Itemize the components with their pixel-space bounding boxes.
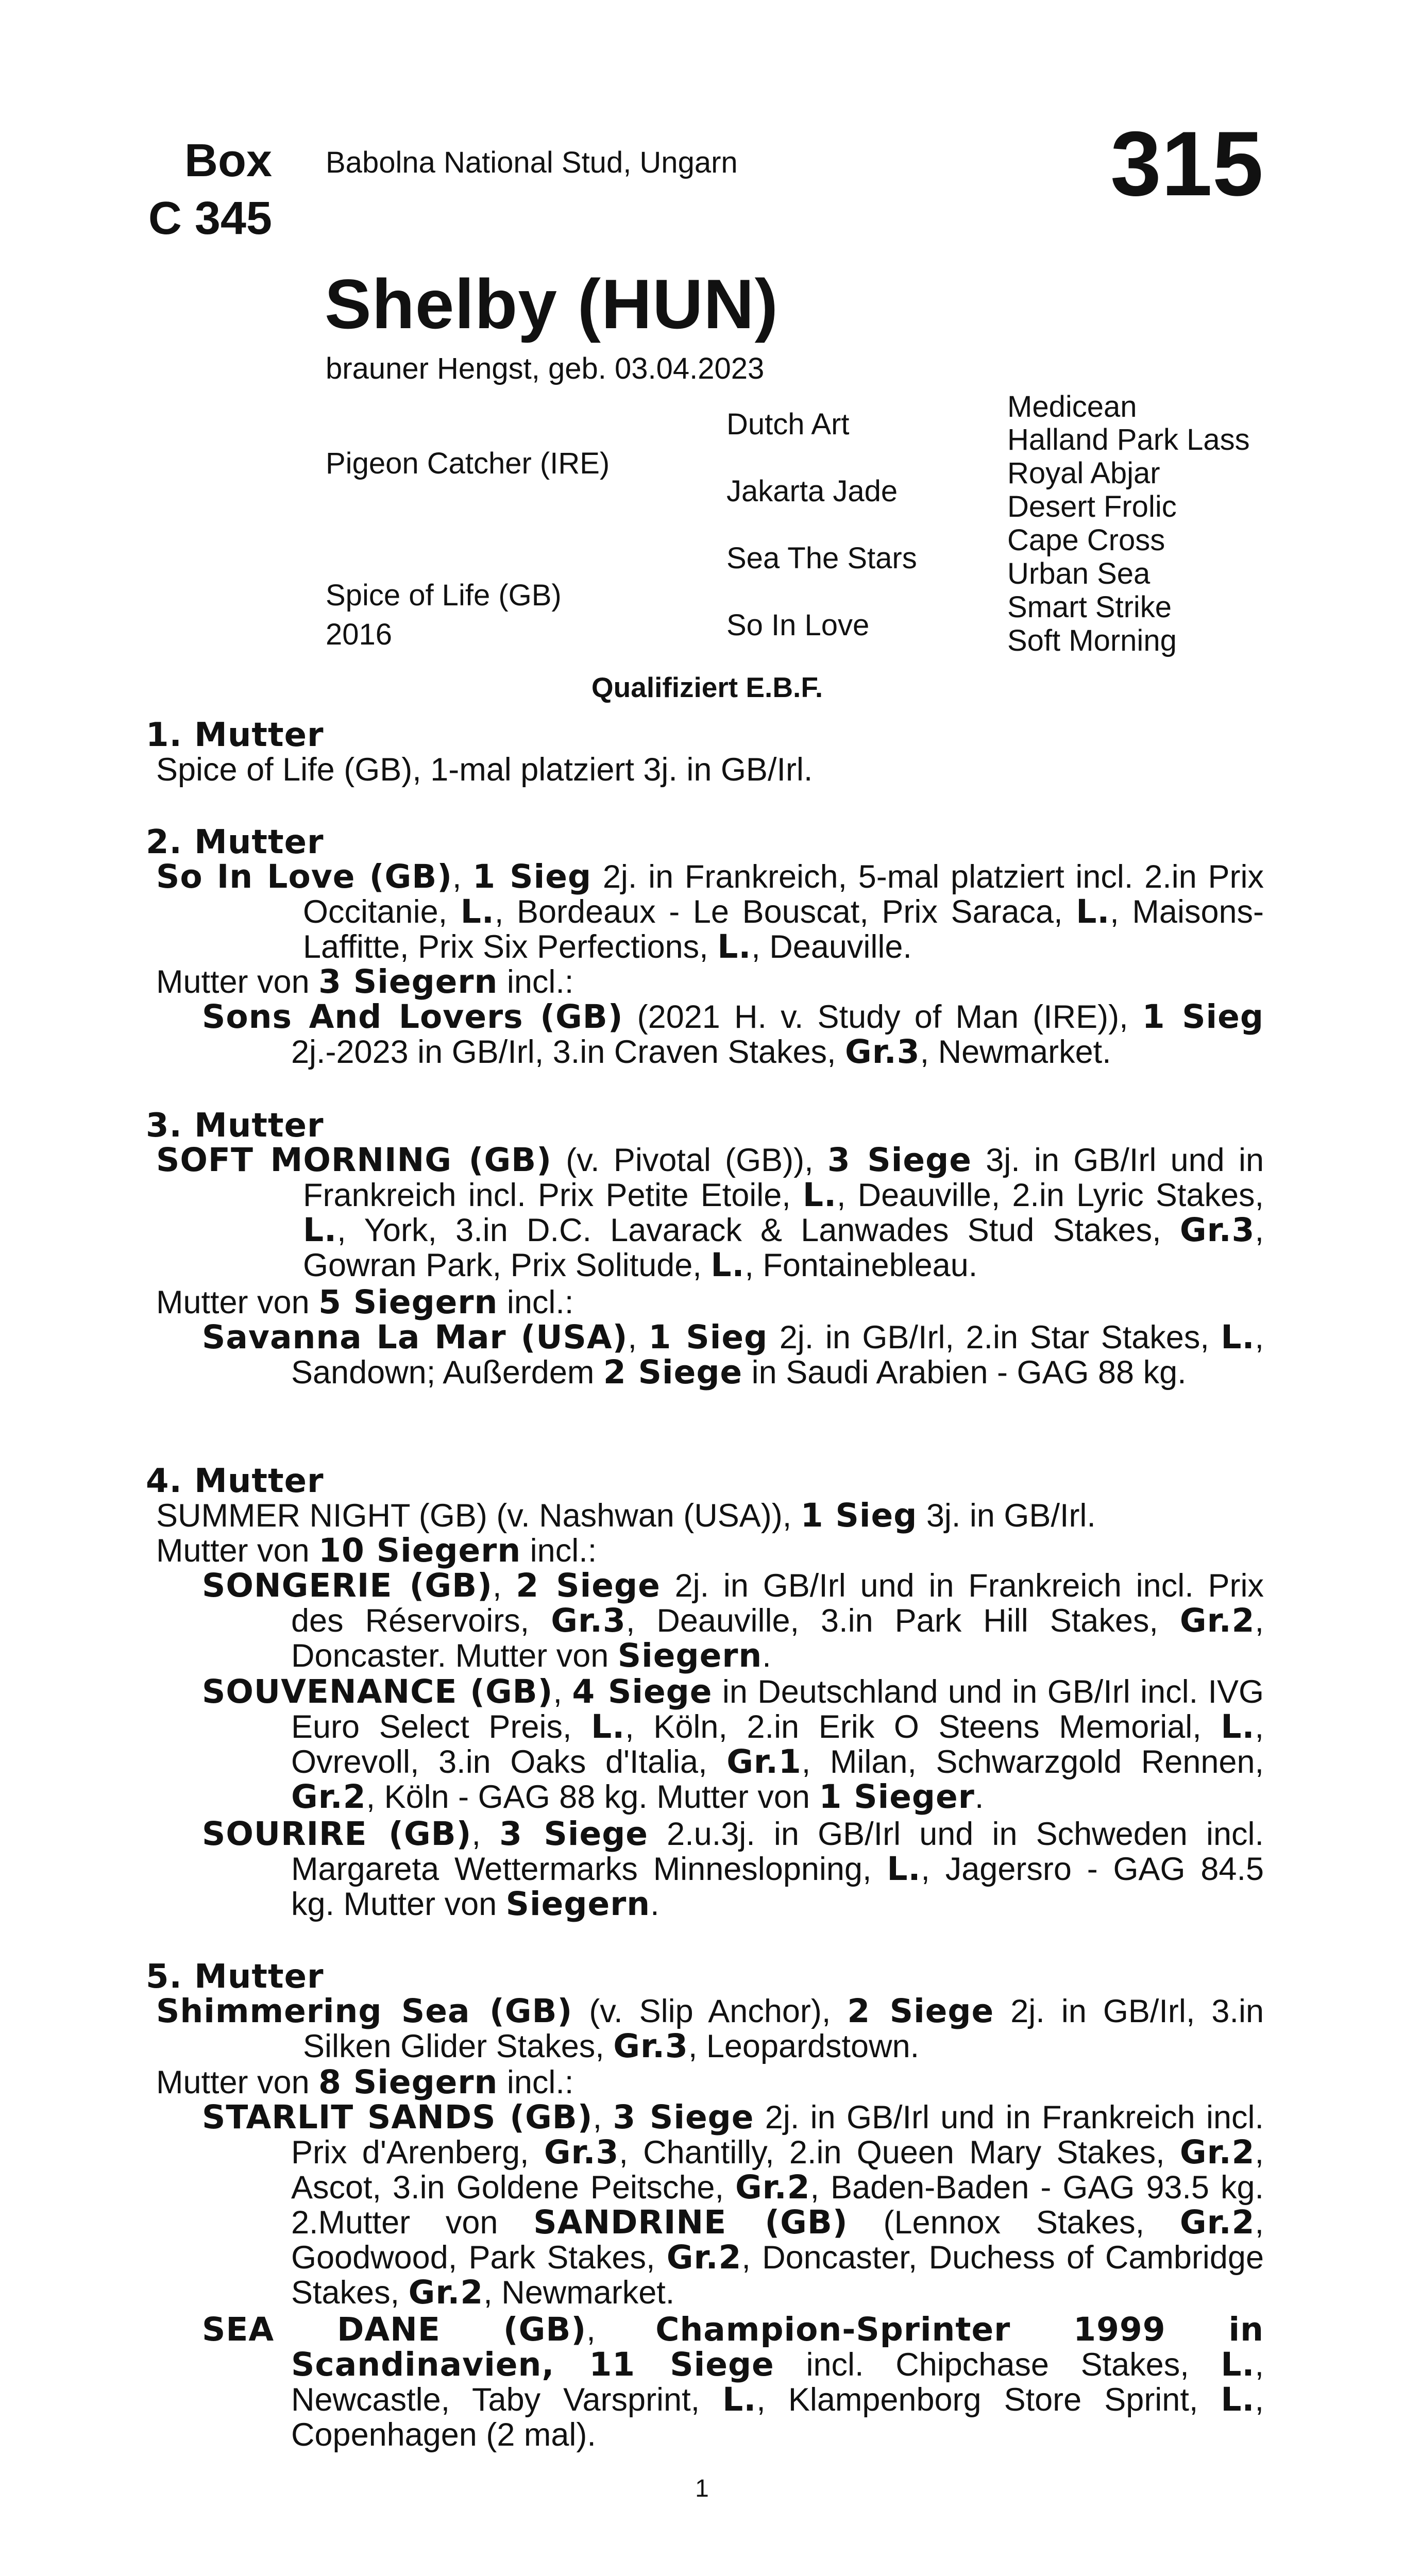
- m2-offspring: Sons And Lovers (GB) (2021 H. v. Study of Man (IRE)), 1 Sieg 2j.-2023 in GB/Irl, 3.in Craven Stakes, Gr.3, Newmarket.: [202, 998, 1264, 1071]
- m5-produce: Mutter von 8 Siegern incl.:: [156, 2063, 574, 2101]
- box-number: C 345: [148, 193, 272, 244]
- m4-offspring: SONGERIE (GB), 2 Siege 2j. in GB/Irl und in Frankreich incl. Prix des Réservoirs, Gr.3, Deauville, 3.in Park Hill Stakes, Gr.2, Doncaster. Mutter von Siegern.: [202, 1567, 1264, 1674]
- pedigree-grandparent: Sea The Stars: [726, 541, 917, 575]
- m4-produce: Mutter von 10 Siegern incl.:: [156, 1532, 597, 1569]
- horse-name: Shelby (HUN): [325, 265, 779, 343]
- section-heading-m1: 1. Mutter: [146, 716, 324, 754]
- section-heading-m2: 2. Mutter: [146, 823, 324, 861]
- m3-produce: Mutter von 5 Siegern incl.:: [156, 1283, 574, 1321]
- pedigree-sire: Pigeon Catcher (IRE): [326, 447, 610, 480]
- pedigree-great-grandparent: Urban Sea: [1007, 557, 1151, 590]
- win-count: 1 Sieg: [472, 858, 592, 895]
- pedigree-great-grandparent: Soft Morning: [1007, 624, 1177, 657]
- m4-offspring: SOURIRE (GB), 3 Siege 2.u.3j. in GB/Irl und in Schweden incl. Margareta Wettermarks Minneslopning, L., Jagersro - GAG 84.5 kg. Mutter von Siegern.: [202, 1815, 1264, 1923]
- m5-offspring: SEA DANE (GB), Champion-Sprinter 1999 in Scandinavien, 11 Siege incl. Chipchase Stakes, L., Newcastle, Taby Varsprint, L., Klampenborg Store Sprint, L., Copenhagen (2 mal).: [202, 2311, 1264, 2453]
- m4-line: SUMMER NIGHT (GB) (v. Nashwan (USA)), 1 Sieg 3j. in GB/Irl.: [156, 1497, 1096, 1534]
- box-label: Box: [184, 135, 272, 187]
- breeder: Babolna National Stud, Ungarn: [326, 146, 738, 179]
- m2-produce: Mutter von 3 Siegern incl.:: [156, 963, 574, 1001]
- section-heading-m4: 4. Mutter: [146, 1462, 324, 1500]
- m2-entry: So In Love (GB), 1 Sieg 2j. in Frankreich, 5-mal platziert incl. 2.in Prix Occitanie, L., Bordeaux - Le Bouscat, Prix Saraca, L., Maisons-Laffitte, Prix Six Perfections, L., Deauville.: [156, 858, 1264, 965]
- section-heading-m5: 5. Mutter: [146, 1958, 324, 1996]
- lot-number: 315: [1110, 112, 1263, 215]
- pedigree-great-grandparent: Desert Frolic: [1007, 490, 1177, 523]
- qualification: Qualifiziert E.B.F.: [591, 671, 823, 703]
- pedigree-grandparent: Dutch Art: [726, 408, 850, 441]
- m4-offspring: SOUVENANCE (GB), 4 Siege in Deutschland und in GB/Irl incl. IVG Euro Select Preis, L., Köln, 2.in Erik O Steens Memorial, L., Ovrevoll, 3.in Oaks d'Italia, Gr.1, Milan, Schwarzgold Rennen, Gr.2, Köln - GAG 88 kg. Mutter von 1 Sieger.: [202, 1673, 1264, 1816]
- m3-entry: SOFT MORNING (GB) (v. Pivotal (GB)), 3 Siege 3j. in GB/Irl und in Frankreich incl. Prix Petite Etoile, L., Deauville, 2.in Lyric Stakes, L., York, 3.in D.C. Lavarack & Lanwades Stud Stakes, Gr.3, Gowran Park, Prix Solitude, L., Fontainebleau.: [156, 1141, 1264, 1284]
- pedigree-great-grandparent: Royal Abjar: [1007, 456, 1160, 490]
- pedigree-grandparent: Jakarta Jade: [726, 474, 898, 508]
- pedigree-grandparent: So In Love: [726, 608, 870, 642]
- pedigree-dam-year: 2016: [326, 618, 393, 651]
- pedigree-great-grandparent: Halland Park Lass: [1007, 423, 1250, 456]
- section-heading-m3: 3. Mutter: [146, 1107, 324, 1145]
- page-number: 1: [695, 2475, 709, 2502]
- pedigree-great-grandparent: Cape Cross: [1007, 523, 1165, 557]
- m5-entry: Shimmering Sea (GB) (v. Slip Anchor), 2 Siege 2j. in GB/Irl, 3.in Silken Glider Stakes, Gr.3, Leopardstown.: [156, 1992, 1264, 2065]
- pedigree-dam: Spice of Life (GB): [326, 579, 562, 612]
- m5-offspring: STARLIT SANDS (GB), 3 Siege 2j. in GB/Irl und in Frankreich incl. Prix d'Arenberg, Gr.3, Chantilly, 2.in Queen Mary Stakes, Gr.2, Ascot, 3.in Goldene Peitsche, Gr.2, Baden-Baden - GAG 93.5 kg. 2.Mutter von SANDRINE (GB) (Lennox Stakes, Gr.2, Goodwood, Park Stakes, Gr.2, Doncaster, Duchess of Cambridge Stakes, Gr.2, Newmarket.: [202, 2098, 1264, 2311]
- pedigree-great-grandparent: Smart Strike: [1007, 590, 1172, 624]
- m3-offspring: Savanna La Mar (USA), 1 Sieg 2j. in GB/Irl, 2.in Star Stakes, L., Sandown; Außerdem 2 Siege in Saudi Arabien - GAG 88 kg.: [202, 1318, 1264, 1391]
- m1-line: Spice of Life (GB), 1-mal platziert 3j. in GB/Irl.: [156, 752, 813, 788]
- pedigree-great-grandparent: Medicean: [1007, 390, 1137, 423]
- dam-name: So In Love (GB): [156, 858, 453, 895]
- horse-description: brauner Hengst, geb. 03.04.2023: [326, 352, 765, 385]
